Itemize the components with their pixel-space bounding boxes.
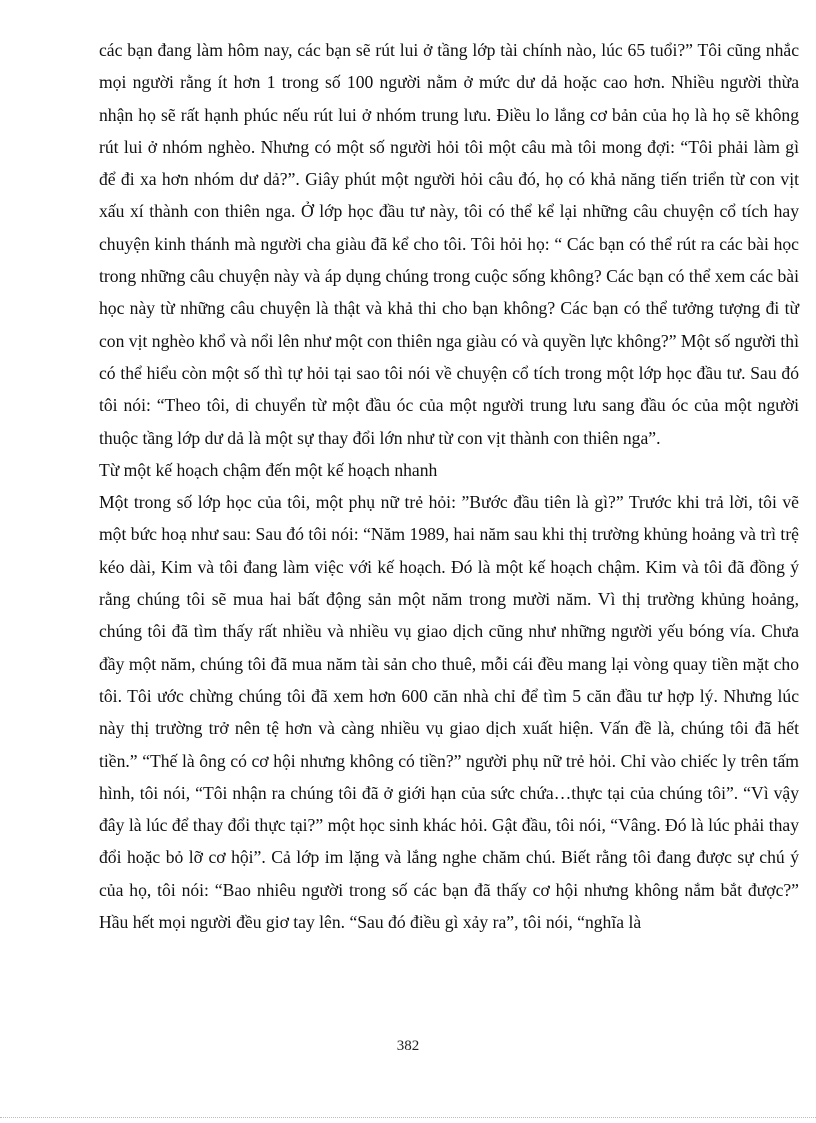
document-body bbox=[99, 34, 799, 938]
paragraph-2: Một trong số lớp học của tôi, một phụ nữ trẻ hỏi: ”Bước đầu tiên là gì?” Trước khi trả lời, tôi vẽ một bức hoạ như sau: Sau đó tôi nói: “Năm 1989, hai năm sau khi thị trường khủng hoảng và trì trệ kéo dài, Kim và tôi đang làm việc với kế hoạch. Đó là một kế hoạch chậm. Kim và tôi đã đồng ý rằng chúng tôi sẽ mua hai bất động sản một năm trong mười năm. Vì thị trường khủng hoảng, chúng tôi đã tìm thấy rất nhiều và nhiều vụ giao dịch cũng như những người yếu bóng vía. Chưa đầy một năm, chúng tôi đã mua năm tài sản cho thuê, mỗi cái đều mang lại vòng quay tiền mặt cho tôi. Tôi ước chừng chúng tôi đã xem hơn 600 căn nhà chỉ để tìm 5 căn đầu tư hợp lý. Nhưng lúc này thị trường trở nên tệ hơn và càng nhiều vụ giao dịch xuất hiện. Vấn đề là, chúng tôi đã hết tiền.” “Thế là ông có cơ hội nhưng không có tiền?” người phụ nữ trẻ hỏi. Chỉ vào chiếc ly trên tấm hình, tôi nói, “Tôi nhận ra chúng tôi đã ở giới hạn của sức chứa…thực tại của chúng tôi”. “Vì vậy đây là lúc để thay đổi thực tại?” một học sinh khác hỏi. Gật đầu, tôi nói, “Vâng. Đó là lúc phải thay đổi hoặc bỏ lỡ cơ hội”. Cả lớp im lặng và lắng nghe chăm chú. Biết rằng tôi đang được sự chú ý của họ, tôi nói: “Bao nhiêu người trong số các bạn đã thấy cơ hội nhưng không nắm bắt được?” Hầu hết mọi người đều giơ tay lên. “Sau đó điều gì xảy ra”, tôi nói, “nghĩa là bbox=[99, 492, 799, 933]
paragraph-1: các bạn đang làm hôm nay, các bạn sẽ rút lui ở tầng lớp tài chính nào, lúc 65 tuổi?” Tôi cũng nhắc mọi người rằng ít hơn 1 trong số 100 người nằm ở mức dư dả hoặc cao hơn. Nhiều người thừa nhận họ sẽ rất hạnh phúc nếu rút lui ở nhóm trung lưu. Điều lo lắng cơ bản của họ là họ sẽ không rút lui ở nhóm nghèo. Nhưng có một số người hỏi tôi một câu mà tôi mong đợi: “Tôi phải làm gì để đi xa hơn nhóm dư dả?”. Giây phút một người hỏi câu đó, họ có khả năng tiến triển từ con vịt xấu xí thành con thiên nga. Ở lớp học đầu tư này, tôi có thể kể lại những câu chuyện cổ tích hay chuyện kinh thánh mà người cha giàu đã kể cho tôi. Tôi hỏi họ: “ Các bạn có thể rút ra các bài học trong những câu chuyện này và áp dụng chúng trong cuộc sống không? Các bạn có thể xem các bài học này từ những câu chuyện là thật và khả thi cho bạn không? Các bạn có thể tưởng tượng đi từ con vịt nghèo khổ và nổi lên như một con thiên nga giàu có và quyền lực không?” Một số người thì có thể hiểu còn một số thì tự hỏi tại sao tôi nói về chuyện cổ tích trong một lớp học đầu tư. Sau đó tôi nói: “Theo tôi, di chuyển từ một đầu óc của một người trung lưu sang đầu óc của một người thuộc tầng lớp dư dả là một sự thay đổi lớn như từ con vịt thành con thiên nga”. bbox=[99, 40, 799, 448]
page-bottom-divider bbox=[0, 1117, 816, 1118]
section-heading: Từ một kế hoạch chậm đến một kế hoạch nhanh bbox=[99, 459, 438, 480]
page-number: 382 bbox=[396, 1038, 420, 1054]
